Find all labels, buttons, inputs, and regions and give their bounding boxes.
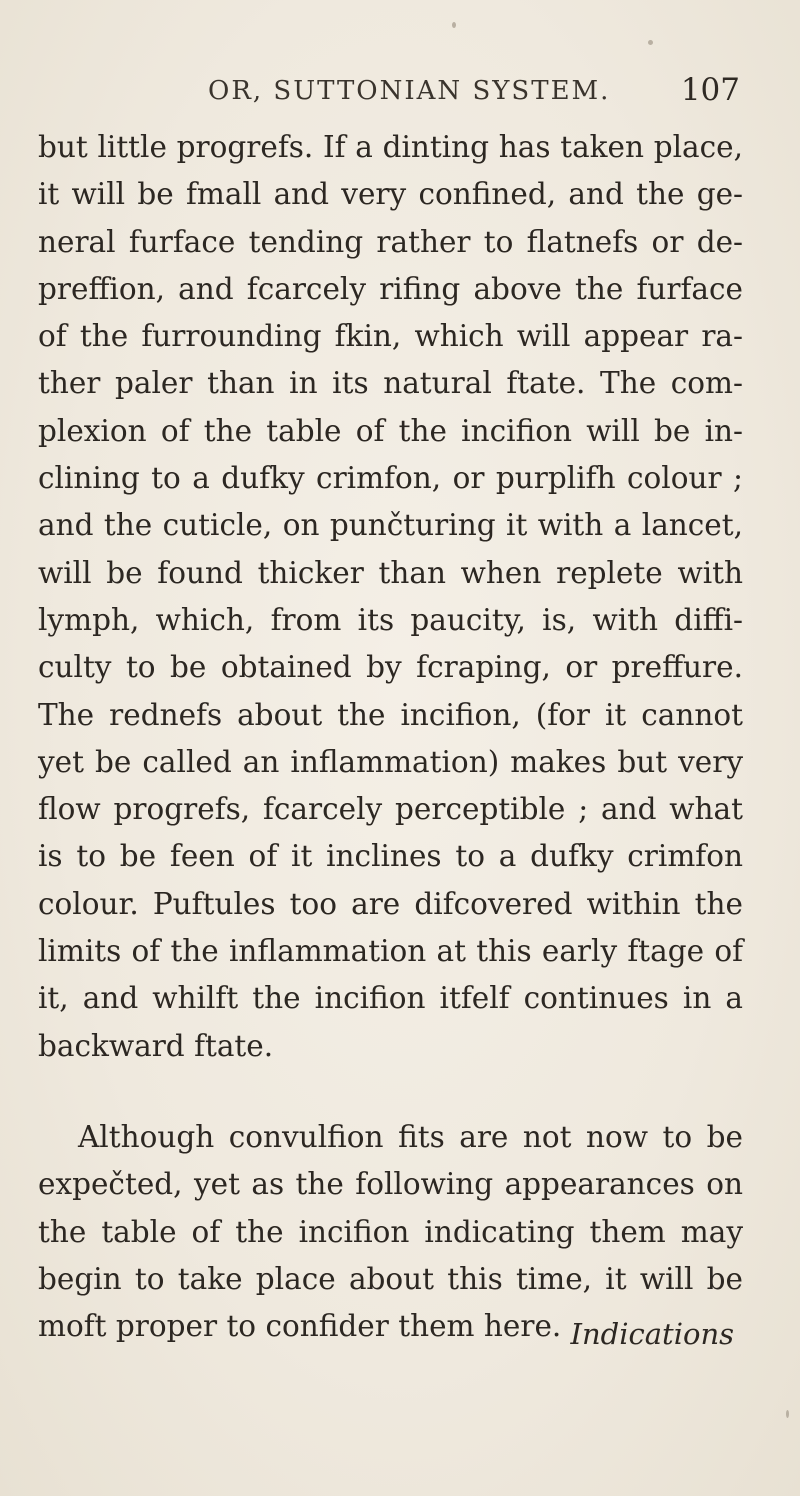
text-line: neral furface tending rather to flatnefs or de- (38, 224, 743, 259)
text-line: flow progrefs, fcarcely perceptible ; and what (38, 792, 743, 827)
text-line: it, and whilft the incifion itfelf continues in a (38, 981, 743, 1016)
text-line: but little progrefs. If a dinting has taken place, (38, 130, 743, 164)
text-line: is to be feen of it inclines to a dufky crimfon (38, 839, 743, 874)
page-number: 107 (680, 72, 740, 108)
text-line: will be found thicker than when replete with (38, 555, 743, 590)
text-line: backward ftate. (38, 1028, 274, 1063)
text-line: begin to take place about this time, it will be (38, 1261, 743, 1296)
page-header (40, 72, 740, 116)
text-line: ther paler than in its natural ftate. The com- (38, 366, 743, 401)
paper-speck (786, 1410, 789, 1418)
paper-speck (648, 40, 653, 45)
text-line: Although convulfion fits are not now to be (78, 1119, 743, 1154)
paragraph-2 (38, 1114, 743, 1350)
body-text (38, 124, 743, 1350)
text-line: the table of the incifion indicating them may (38, 1214, 743, 1249)
text-line: yet be called an inflammation) makes but very (38, 744, 743, 779)
paper-speck (452, 22, 456, 28)
text-line: it will be fmall and very confined, and the ge- (38, 177, 743, 212)
text-line: lymph, which, from its paucity, is, with diffi- (38, 602, 743, 637)
text-line: The rednefs about the incifion, (for it cannot (38, 697, 743, 732)
text-line: plexion of the table of the incifion will be in- (38, 413, 743, 448)
text-line: clining to a dufky crimfon, or purplifh colour ; (38, 461, 743, 496)
running-head: OR, SUTTONIAN SYSTEM. (208, 76, 611, 106)
text-line: colour. Puftules too are difcovered within the (38, 886, 743, 921)
text-line: limits of the inflammation at this early ftage of (38, 934, 743, 969)
text-line: of the furrounding fkin, which will appear ra- (38, 319, 743, 354)
paragraph-gap (38, 1070, 743, 1114)
text-line: expečted, yet as the following appearances on (38, 1167, 743, 1202)
text-line: and the cuticle, on punčturing it with a lancet, (38, 508, 743, 543)
text-line: culty to be obtained by fcraping, or preffure. (38, 650, 743, 685)
text-line: preffion, and fcarcely rifing above the furface (38, 271, 743, 306)
paragraph-1 (38, 124, 743, 1070)
text-line: moft proper to confider them here. (38, 1309, 562, 1344)
catchword: Indications (570, 1317, 734, 1351)
